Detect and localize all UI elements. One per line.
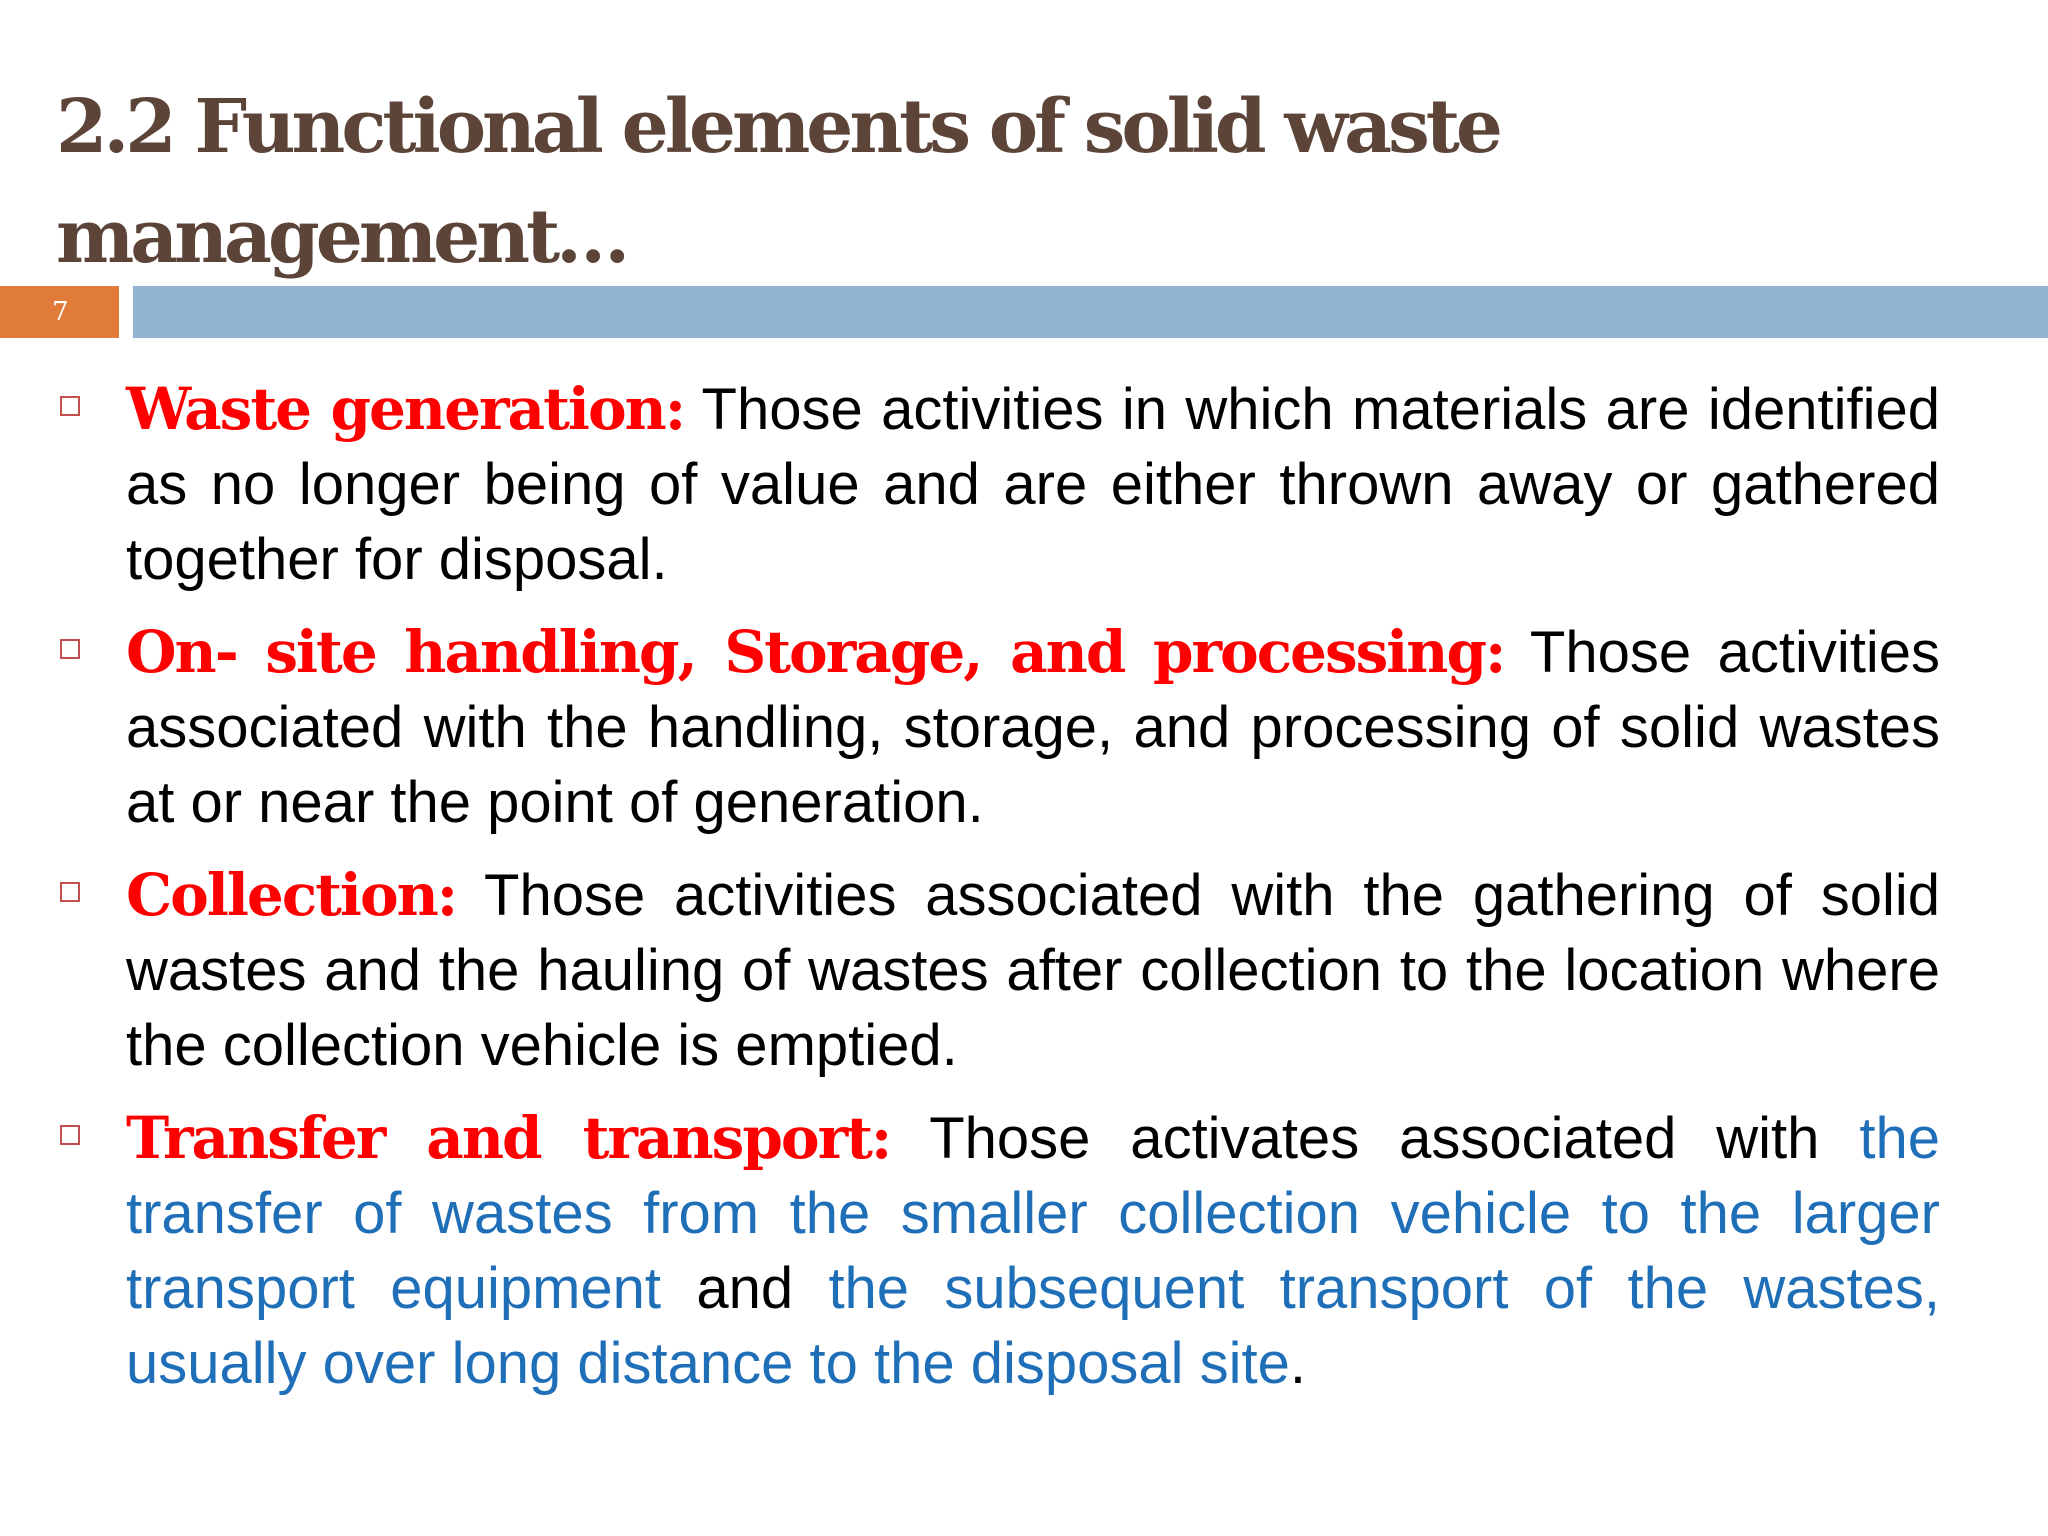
square-bullet-icon <box>60 882 80 902</box>
bullet-list <box>56 372 1940 1419</box>
bullet-item-onsite-handling <box>56 615 1940 840</box>
bullet-term: On- site handling, Storage, and processing: <box>126 618 1505 686</box>
highlighted-text: the subsequent transport of the wastes, usually over long distance to the disposal site <box>126 1256 1941 1396</box>
slide-number: 7 <box>0 286 119 338</box>
square-bullet-icon <box>60 1125 80 1145</box>
bullet-item-collection <box>56 858 1940 1083</box>
bullet-text: Those activities associated with the handling, storage, and processing of solid wastes at or near the point of generation. <box>126 620 1940 835</box>
square-bullet-icon <box>60 396 80 416</box>
bullet-text: Those activates associated with <box>890 1106 1860 1171</box>
bullet-term: Transfer and transport: <box>126 1104 891 1172</box>
bullet-term: Waste generation: <box>126 375 685 443</box>
slide-title: 2.2 Functional elements of solid waste management… <box>56 84 1500 280</box>
title-divider-bar <box>133 286 2048 338</box>
square-bullet-icon <box>60 639 80 659</box>
bullet-item-transfer-transport <box>56 1101 1940 1401</box>
bullet-text: and <box>661 1256 829 1321</box>
bullet-item-waste-generation <box>56 372 1940 597</box>
bullet-text: . <box>1289 1331 1307 1396</box>
bullet-text: Those activities associated with the gathering of solid wastes and the hauling of wastes after collection to the location where the collection vehicle is emptied. <box>126 863 1940 1078</box>
bullet-term: Collection: <box>126 861 457 929</box>
bullet-text: Those activities in which materials are identified as no longer being of value and are either thrown away or gathered together for disposal. <box>126 377 1941 592</box>
highlighted-text: the transfer of wastes from the smaller collection vehicle to the larger transport equipment <box>126 1106 1940 1321</box>
